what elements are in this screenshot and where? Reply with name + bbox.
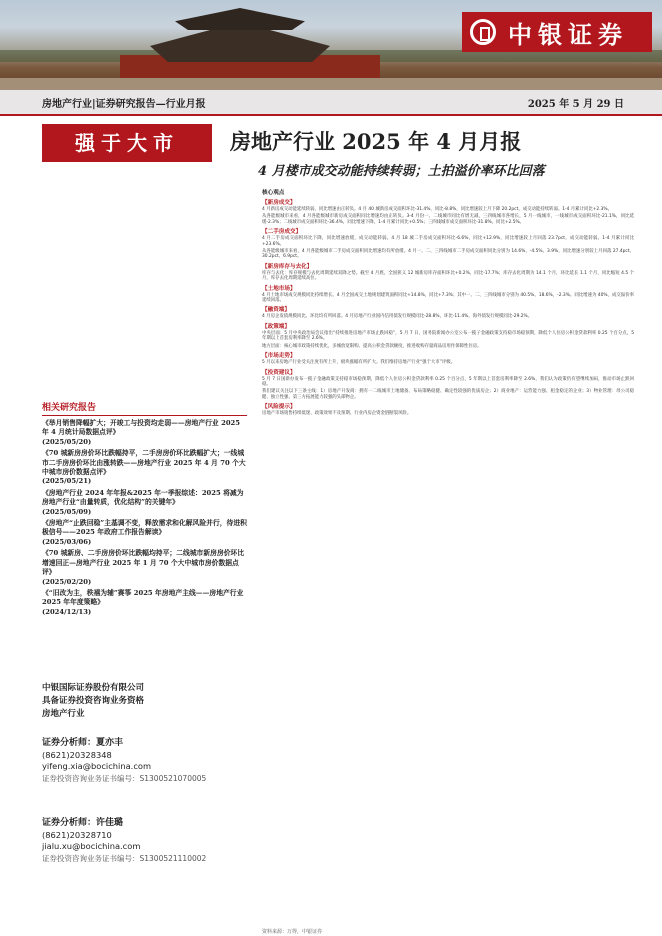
header-banner <box>0 0 662 90</box>
related-report-date: (2025/03/06) <box>42 537 92 546</box>
brand-name: 中银证券 <box>508 19 628 49</box>
report-subtitle: 4 月楼市成交动能持续转弱；土拍溢价率环比回落 <box>258 164 545 179</box>
related-report-title: 《房地产行业 2024 年年报&2025 年一季报综述：2025 将减为房地产行业“由量转质，优化结构”的关键年》 <box>42 488 244 507</box>
banner-upper-roof <box>175 8 305 30</box>
related-report-item[interactable] <box>42 589 247 617</box>
related-report-date: (2025/02/20) <box>42 577 92 586</box>
related-report-item[interactable] <box>42 519 247 547</box>
core-heading: 核心观点 <box>262 190 285 196</box>
section-paragraph: 我们建议关注以下三条主线：1）房地产开发商：拥有一二线城市土地储备、布局策略稳健、确定性较强的优质房企；2）商业地产：运营能力强、租金稳定的企业；3）物业管理：母公司稳健、独立性强、第三方拓展能力较强的头部物企。 <box>262 389 634 400</box>
analyst-name: 证券分析师：夏亦丰 <box>42 738 124 748</box>
report-date: 2025 年 5 月 29 日 <box>527 99 624 110</box>
analyst-name: 证券分析师：许佳璐 <box>42 818 124 828</box>
core-content <box>262 186 634 930</box>
analyst-cert: 证券投资咨询业务证书编号：S1300521070005 <box>42 773 207 783</box>
banner-plaza <box>0 78 662 90</box>
section-paragraph: 库存与去化：库存规模与去化周期延续双降之势。截至 4 月底，全国狭义 12 城新房库存面积环比+0.2%，同比-17.7%；库存去化周期为 14.1 个月，环比延长 1.1 个月，同比缩短 4.5 个月，库存去化周期延续高位。 <box>262 270 634 282</box>
rating-badge: 强于大市 <box>42 124 212 162</box>
analyst-phone: (8621)20328710 <box>42 829 112 840</box>
section-heading: 【二手房成交】 <box>262 229 302 236</box>
related-report-date: (2025/05/21) <box>42 477 92 486</box>
section-paragraph: 从各能级城市来看，4 月各能级城市新房成交面积同比增速均由正转负。3-4 月份一、二线城市同比有增无减，三四线城市各增长，5 月一线城市，一线城市成交面积环比-21.1%，同比延缓-2.3%；二线城市成交面积环比-36.4%，同比增速下降，1-4 月累计同比+0.5%；三四线城市成交面积环比-31.8%，同比+2.5%。 <box>262 214 634 225</box>
section-heading: 【土地市场】 <box>262 285 296 292</box>
report-title: 房地产行业 2025 年 4 月月报 <box>230 129 522 154</box>
related-report-item[interactable] <box>42 449 247 487</box>
section-paragraph: 房地产市场销售持续低迷、政策效果不及预期、行业内房企资金链断裂风险。 <box>262 411 412 417</box>
related-report-title: 《70 城新房房价环比跌幅持平，二手房房价环比跌幅扩大；一线城市二手房房价环比由涨转跌——房地产行业 2025 年 4 月 70 个大中城市房价数据点评》 <box>42 449 246 477</box>
related-report-item[interactable] <box>42 549 247 587</box>
report-category: 房地产行业|证券研究报告—行业月报 <box>42 99 206 110</box>
related-report-date: (2025/05/09) <box>42 507 92 516</box>
section-paragraph: 4 月房企发债规模同比、环比均有所回落。4 月房地产行业国内信用债发行规模同比-28.8%，环比-11.4%，海外债发行规模同比-29.2%。 <box>262 314 533 320</box>
company-industry: 房地产行业 <box>42 709 85 719</box>
section-heading: 【融资端】 <box>262 307 290 314</box>
related-reports <box>42 400 247 619</box>
section-paragraph: 5 月 7 日国新办发布一揽子金融政策支持稳市场稳预期，降低个人住房公积金贷款利率 0.25 个百分点，5 年期以上首套房利率降至 2.6%，我们认为政策仍有望继续加码，推动市场止跌回稳。 <box>262 376 634 387</box>
section-heading: 【新房库存与去化】 <box>262 263 313 270</box>
company-info <box>42 682 247 721</box>
section-paragraph: 从各能级城市来看，4 月各能级城市二手房成交面积同比增速均有所放缓。4 月一、二、三四线城市二手房成交面积同比分别为 14.6%、-4.5%、3.9%，同比增速分别较上月回落 27.4pct、30.2pct、6.9pct。 <box>262 249 634 260</box>
related-report-title: 《房地产“止跌回稳”主基调不变，释放需求和化解风险并行，待进积极信号——2025 年政府工作报告解读》 <box>42 519 247 537</box>
section-heading: 【政策端】 <box>262 323 290 330</box>
related-report-title: 《70 城新房、二手房房价环比跌幅均持平；二线城市新房房价环比增速回正—房地产行业 2025 年 1 月 70 个大中城市房价数据点评》 <box>42 549 245 577</box>
brand-logo <box>462 12 652 52</box>
section-heading: 【投资建议】 <box>262 369 296 376</box>
section-paragraph: 4 月二手房成交面积环比下降，同比增速放缓，成交动能转弱。4 月 18 城二手房成交面积环比-6.6%，同比+12.9%，同比增速较上月回落 23.7pct，成交动能转弱。1-4 月累计同比+23.6%。 <box>262 236 634 247</box>
bank-logo-icon <box>470 19 496 45</box>
analyst-phone: (8621)20328348 <box>42 749 112 760</box>
section-paragraph: 4 月新房成交动能延续转弱，同比增速由正转负。4 月 40 城新房成交面积环比-31.4%，同比-8.8%，同比增速较上月下降 20.2pct，成交动能持续转弱。1-4 月累计同比+2.3%。 <box>262 207 612 212</box>
company-qualification: 具备证券投资咨询业务资格 <box>42 696 145 706</box>
related-report-title: 《“旧改为主，秩禧为辅”赛筝 2025 年房地产主线——房地产行业 2025 年年度策略》 <box>42 588 244 607</box>
section-heading: 【风险提示】 <box>262 404 296 411</box>
analyst-card <box>42 738 262 784</box>
section-paragraph: 地方层面：核心城市政策持续优化，多城放宽限购、提高公积金贷款额度，推进收购存量商品房用作保障性住房。 <box>262 343 482 349</box>
related-report-item[interactable] <box>42 489 247 517</box>
related-report-date: (2025/05/20) <box>42 437 92 446</box>
analyst-card <box>42 818 262 864</box>
analyst-email[interactable]: jialu.xu@bocichina.com <box>42 841 141 851</box>
analyst-cert: 证券投资咨询业务证书编号：S1300521110002 <box>42 853 207 863</box>
company-name: 中银国际证券股份有限公司 <box>42 683 145 693</box>
related-report-title: 《举月销售降幅扩大；开竣工与投资均走弱——房地产行业 2025 年 4 月统计局数据点评》 <box>42 419 241 437</box>
source-note: 资料来源：万得，中银证券 <box>262 929 323 935</box>
section-heading: 【市场走势】 <box>262 353 296 360</box>
section-paragraph: 中央层面：5 月中央政治局会议指出“持续推进房地产市场止跌回稳”，5 月 7 日，国务院新闻办公室公布一揽子金融政策支持稳市场稳预期，降低个人住房公积金贷款利率 0.25 个百分点，5 年期以上首套房利率降至 2.6%。 <box>262 330 634 342</box>
section-paragraph: 5 月以来房地产行业受关注度有所上升，板块涨幅有所扩大。我们维持房地产行业“强于大市”评级。 <box>262 360 456 366</box>
section-paragraph: 4 月土地市场成交规模同比持续增长。4 月全国成交土地规划建筑面积同比+14.8%，同比+7.3%；其中一、二、三四线城市分别为 40.5%、18.6%，-2.3%。同比增速为 40%，成交溢价率延续回落。 <box>262 292 634 304</box>
analyst-email[interactable]: yifeng.xia@bocichina.com <box>42 761 152 771</box>
related-report-item[interactable] <box>42 419 247 447</box>
related-heading: 相关研究报告 <box>42 400 247 416</box>
section-heading: 【新房成交】 <box>262 200 296 206</box>
related-report-date: (2024/12/13) <box>42 607 92 616</box>
report-topbar <box>0 90 662 116</box>
